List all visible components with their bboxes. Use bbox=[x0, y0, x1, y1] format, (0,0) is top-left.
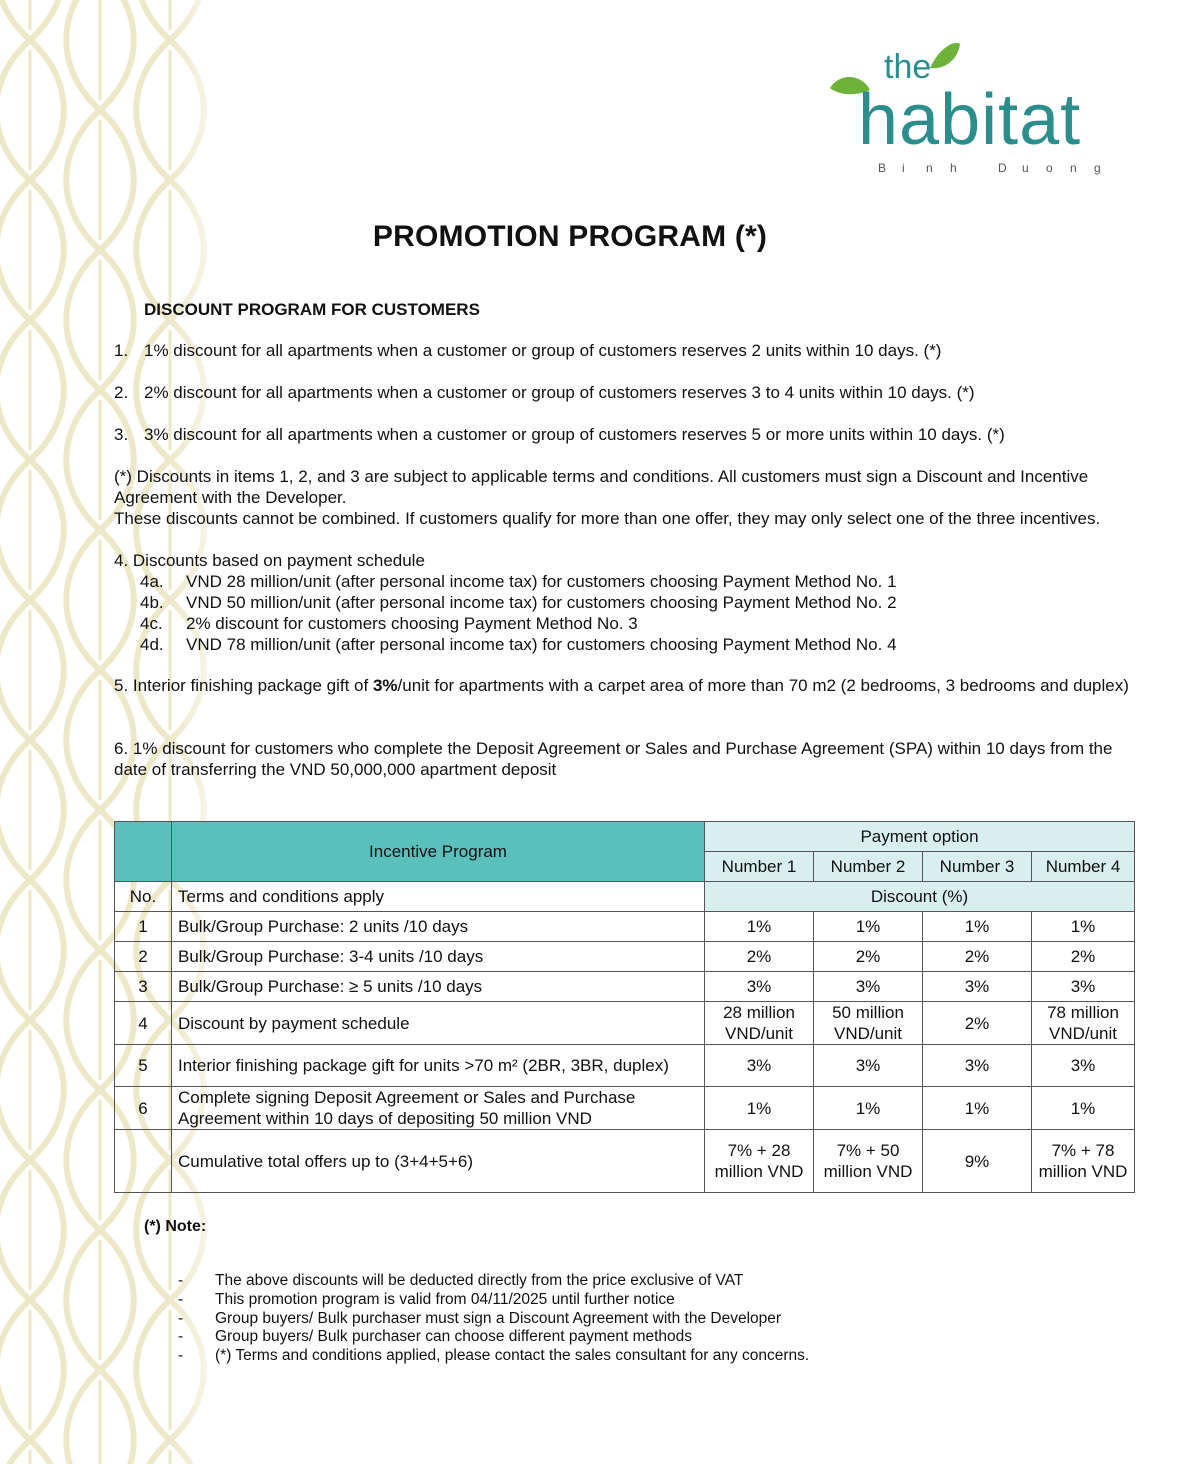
row-value: 7% + 28 million VND bbox=[705, 1130, 814, 1193]
item-4a bbox=[140, 571, 897, 592]
disclaimer-2: These discounts cannot be combined. If customers qualify for more than one offer, they may only select one of the three incentives. bbox=[114, 509, 1101, 528]
table-row-total bbox=[115, 1130, 1135, 1193]
row-value: 78 million VND/unit bbox=[1032, 1002, 1135, 1045]
row-value: 3% bbox=[923, 972, 1032, 1002]
table-header-discount: Discount (%) bbox=[705, 882, 1135, 912]
row-no: 3 bbox=[115, 972, 172, 1002]
item-number: 3. bbox=[114, 425, 129, 444]
row-value: 3% bbox=[1032, 1045, 1135, 1087]
row-desc: Bulk/Group Purchase: 3-4 units /10 days bbox=[172, 942, 705, 972]
logo-location-letter: u bbox=[1022, 161, 1029, 175]
note-text: Group buyers/ Bulk purchaser must sign a Discount Agreement with the Developer bbox=[215, 1309, 782, 1327]
disclaimer-1: (*) Discounts in items 1, 2, and 3 are subject to applicable terms and conditions. All customers must sign a Discount and Incentive Agreement with the Developer. bbox=[114, 467, 1089, 507]
table-header-no: No. bbox=[115, 882, 172, 912]
row-value: 2% bbox=[1032, 942, 1135, 972]
row-no: 4 bbox=[115, 1002, 172, 1045]
note-text: (*) Terms and conditions applied, please contact the sales consultant for any concerns. bbox=[215, 1347, 810, 1365]
habitat-logo bbox=[826, 38, 1136, 178]
item-4d bbox=[140, 634, 897, 655]
table-header-option: Number 3 bbox=[923, 852, 1032, 882]
row-value: 3% bbox=[1032, 972, 1135, 1002]
note-text: This promotion program is valid from 04/11/2025 until further notice bbox=[215, 1290, 675, 1308]
note-text: The above discounts will be deducted directly from the price exclusive of VAT bbox=[215, 1272, 744, 1289]
logo-habitat: habitat bbox=[858, 80, 1082, 160]
row-value: 1% bbox=[705, 912, 814, 942]
table-header-blank bbox=[115, 822, 172, 882]
page-title: PROMOTION PROGRAM (*) bbox=[372, 220, 768, 253]
row-no bbox=[115, 1130, 172, 1193]
row-no: 1 bbox=[115, 912, 172, 942]
table-row bbox=[115, 1045, 1135, 1087]
item-5-bold: 3% bbox=[372, 676, 398, 695]
table-row bbox=[115, 1087, 1135, 1130]
table-header-incentive-program: Incentive Program bbox=[172, 822, 705, 882]
row-desc: Bulk/Group Purchase: ≥ 5 units /10 days bbox=[172, 972, 705, 1002]
table-header-payment-option: Payment option bbox=[705, 822, 1135, 852]
note-title: (*) Note: bbox=[144, 1218, 207, 1235]
row-value: 28 million VND/unit bbox=[705, 1002, 814, 1045]
item-text: 3% discount for all apartments when a customer or group of customers reserves 5 or more units within 10 days. (*) bbox=[144, 425, 1005, 444]
sub-text: VND 50 million/unit (after personal income tax) for customers choosing Payment Method No. 2 bbox=[186, 593, 897, 612]
leaf-icon bbox=[930, 43, 960, 68]
item-5-suffix: /unit for apartments with a carpet area of more than 70 m2 (2 bedrooms, 3 bedrooms and duplex) bbox=[397, 676, 1129, 695]
sub-text: VND 28 million/unit (after personal income tax) for customers choosing Payment Method No. 1 bbox=[186, 572, 897, 591]
item-5-prefix: 5. Interior finishing package gift of bbox=[114, 676, 373, 695]
table-header-option: Number 2 bbox=[814, 852, 923, 882]
logo-location-letter: n bbox=[926, 161, 933, 175]
table-row bbox=[115, 942, 1135, 972]
discount-item-2 bbox=[114, 382, 1150, 403]
discount-item-1 bbox=[114, 340, 1150, 361]
item-number: 2. bbox=[114, 383, 129, 402]
row-value: 1% bbox=[705, 1087, 814, 1130]
sub-key: 4a. bbox=[140, 572, 164, 591]
item-4c bbox=[140, 613, 638, 634]
table-header-option: Number 1 bbox=[705, 852, 814, 882]
note-dash: - bbox=[178, 1347, 184, 1365]
sub-key: 4b. bbox=[140, 593, 164, 612]
row-value: 50 million VND/unit bbox=[814, 1002, 923, 1045]
item-number: 1. bbox=[114, 341, 129, 360]
row-desc: Complete signing Deposit Agreement or Sales and Purchase Agreement within 10 days of depositing 50 million VND bbox=[172, 1087, 705, 1130]
row-value: 7% + 78 million VND bbox=[1032, 1130, 1135, 1193]
note-dash: - bbox=[178, 1272, 184, 1289]
row-value: 1% bbox=[814, 912, 923, 942]
row-desc: Bulk/Group Purchase: 2 units /10 days bbox=[172, 912, 705, 942]
row-value: 1% bbox=[1032, 1087, 1135, 1130]
table-row bbox=[115, 1002, 1135, 1045]
row-value: 1% bbox=[923, 912, 1032, 942]
row-value: 2% bbox=[705, 942, 814, 972]
logo-location-letter: B bbox=[878, 161, 887, 175]
logo-location-letter: h bbox=[950, 161, 957, 175]
note-dash: - bbox=[178, 1328, 184, 1346]
item-4b bbox=[140, 592, 897, 613]
section-heading: DISCOUNT PROGRAM FOR CUSTOMERS bbox=[144, 300, 480, 319]
item-6: 6. 1% discount for customers who complete the Deposit Agreement or Sales and Purchase Agreement (SPA) within 10 days from the date of transferring the VND 50,000,000 apartment deposit bbox=[114, 739, 1113, 779]
sub-key: 4d. bbox=[140, 635, 164, 654]
row-value: 2% bbox=[814, 942, 923, 972]
row-value: 3% bbox=[814, 972, 923, 1002]
logo-location-letter: g bbox=[1094, 161, 1101, 175]
row-value: 1% bbox=[923, 1087, 1032, 1130]
discount-item-3 bbox=[114, 424, 1150, 445]
table-header-terms: Terms and conditions apply bbox=[172, 882, 705, 912]
row-value: 2% bbox=[923, 1002, 1032, 1045]
row-value: 3% bbox=[814, 1045, 923, 1087]
row-desc: Cumulative total offers up to (3+4+5+6) bbox=[172, 1130, 705, 1193]
row-no: 6 bbox=[115, 1087, 172, 1130]
item-4-title: 4. Discounts based on payment schedule bbox=[114, 551, 425, 570]
row-value: 3% bbox=[705, 1045, 814, 1087]
row-no: 5 bbox=[115, 1045, 172, 1087]
row-value: 2% bbox=[923, 942, 1032, 972]
incentive-table bbox=[114, 821, 1135, 1193]
row-value: 7% + 50 million VND bbox=[814, 1130, 923, 1193]
note-text: Group buyers/ Bulk purchaser can choose different payment methods bbox=[215, 1328, 693, 1346]
logo-location-letter: i bbox=[902, 161, 905, 175]
row-value: 1% bbox=[1032, 912, 1135, 942]
row-no: 2 bbox=[115, 942, 172, 972]
item-text: 2% discount for all apartments when a customer or group of customers reserves 3 to 4 units within 10 days. (*) bbox=[144, 383, 975, 402]
logo-location-letter: o bbox=[1046, 161, 1053, 175]
logo-location-letter: D bbox=[998, 161, 1007, 175]
table-row bbox=[115, 912, 1135, 942]
logo-the: the bbox=[884, 48, 932, 86]
note-dash: - bbox=[178, 1309, 184, 1327]
table-header-option: Number 4 bbox=[1032, 852, 1135, 882]
logo-location-letter: n bbox=[1070, 161, 1077, 175]
row-value: 9% bbox=[923, 1130, 1032, 1193]
row-value: 1% bbox=[814, 1087, 923, 1130]
row-value: 3% bbox=[923, 1045, 1032, 1087]
sub-key: 4c. bbox=[140, 614, 163, 633]
row-desc: Interior finishing package gift for units >70 m² (2BR, 3BR, duplex) bbox=[172, 1045, 705, 1087]
sub-text: VND 78 million/unit (after personal income tax) for customers choosing Payment Method No. 4 bbox=[186, 635, 897, 654]
table-row bbox=[115, 972, 1135, 1002]
item-5 bbox=[114, 675, 1150, 696]
row-value: 3% bbox=[705, 972, 814, 1002]
item-text: 1% discount for all apartments when a customer or group of customers reserves 2 units within 10 days. (*) bbox=[144, 341, 942, 360]
row-desc: Discount by payment schedule bbox=[172, 1002, 705, 1045]
sub-text: 2% discount for customers choosing Payment Method No. 3 bbox=[186, 614, 638, 633]
note-dash: - bbox=[178, 1290, 184, 1308]
